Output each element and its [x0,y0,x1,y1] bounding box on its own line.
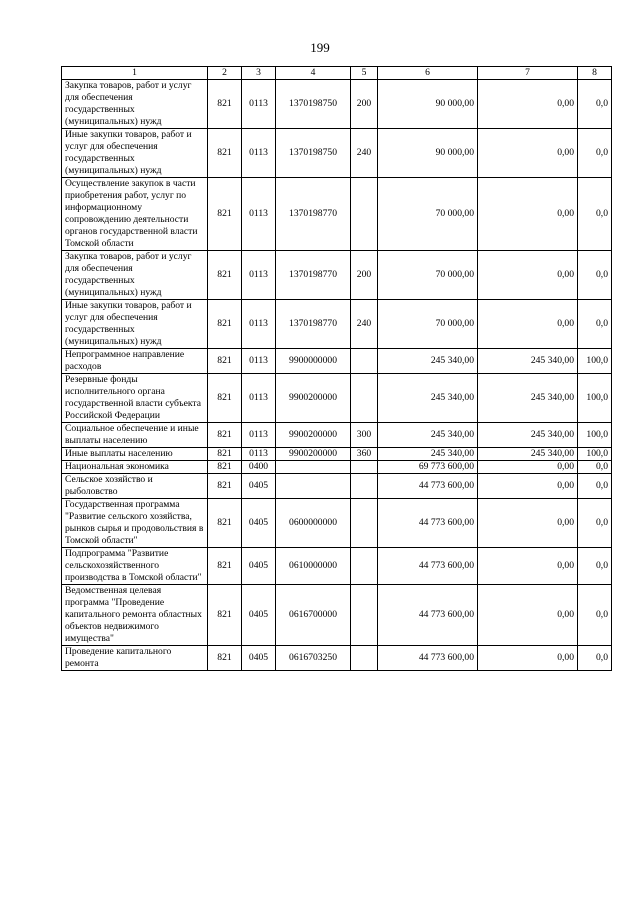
table-row [62,499,612,548]
cell-col-4 [276,474,351,499]
cell-col-6: 44 773 600,00 [378,499,478,548]
cell-col-3: 0405 [242,474,276,499]
cell-col-2: 821 [208,423,242,448]
cell-col-5: 240 [351,300,378,349]
row-name: Осуществление закупок в части приобретения работ, услуг по информационному сопровождению деятельности органов государственной власти Томской области [62,178,208,251]
row-name: Иные выплаты населению [62,448,208,461]
column-header: 1 [62,67,208,80]
cell-col-2: 821 [208,461,242,474]
row-name: Национальная экономика [62,461,208,474]
cell-col-2: 821 [208,129,242,178]
cell-col-7: 0,00 [478,461,578,474]
cell-col-5 [351,178,378,251]
cell-col-3: 0113 [242,178,276,251]
cell-col-4: 1370198770 [276,300,351,349]
cell-col-7: 0,00 [478,585,578,646]
cell-col-4: 1370198770 [276,251,351,300]
cell-col-3: 0113 [242,374,276,423]
cell-col-7: 0,00 [478,499,578,548]
cell-col-3: 0405 [242,646,276,671]
cell-col-8: 100,0 [578,349,612,374]
cell-col-5 [351,374,378,423]
cell-col-2: 821 [208,474,242,499]
table-row [62,423,612,448]
row-name: Иные закупки товаров, работ и услуг для обеспечения государственных (муниципальных) нужд [62,129,208,178]
row-name: Подпрограмма "Развитие сельскохозяйственного производства в Томской области" [62,548,208,585]
cell-col-2: 821 [208,80,242,129]
cell-col-8: 0,0 [578,474,612,499]
cell-col-6: 70 000,00 [378,300,478,349]
cell-col-4: 0616703250 [276,646,351,671]
cell-col-7: 0,00 [478,548,578,585]
cell-col-7: 0,00 [478,80,578,129]
cell-col-4: 0610000000 [276,548,351,585]
budget-table [61,66,612,671]
cell-col-3: 0113 [242,349,276,374]
cell-col-7: 245 340,00 [478,349,578,374]
row-name: Социальное обеспечение и иные выплаты населению [62,423,208,448]
row-name: Сельское хозяйство и рыболовство [62,474,208,499]
cell-col-3: 0113 [242,300,276,349]
table-row [62,646,612,671]
table-row [62,461,612,474]
table-row [62,548,612,585]
cell-col-5 [351,585,378,646]
row-name: Государственная программа "Развитие сельского хозяйства, рынков сырья и продовольствия в Томской области" [62,499,208,548]
column-header: 8 [578,67,612,80]
cell-col-5 [351,548,378,585]
header-row [62,67,612,80]
cell-col-2: 821 [208,300,242,349]
cell-col-3: 0400 [242,461,276,474]
cell-col-2: 821 [208,499,242,548]
table-row [62,474,612,499]
cell-col-8: 100,0 [578,448,612,461]
cell-col-4: 1370198750 [276,80,351,129]
cell-col-7: 0,00 [478,474,578,499]
cell-col-8: 0,0 [578,251,612,300]
cell-col-2: 821 [208,349,242,374]
cell-col-3: 0405 [242,499,276,548]
column-header: 2 [208,67,242,80]
cell-col-3: 0405 [242,548,276,585]
cell-col-6: 245 340,00 [378,374,478,423]
cell-col-8: 100,0 [578,423,612,448]
table-body [62,80,612,671]
cell-col-8: 100,0 [578,374,612,423]
cell-col-3: 0113 [242,448,276,461]
row-name: Проведение капитального ремонта [62,646,208,671]
cell-col-5: 360 [351,448,378,461]
cell-col-3: 0113 [242,129,276,178]
cell-col-6: 44 773 600,00 [378,474,478,499]
cell-col-3: 0405 [242,585,276,646]
cell-col-2: 821 [208,646,242,671]
row-name: Ведомственная целевая программа "Проведение капитального ремонта областных объектов недвижимого имущества" [62,585,208,646]
column-header: 6 [378,67,478,80]
row-name: Закупка товаров, работ и услуг для обеспечения государственных (муниципальных) нужд [62,251,208,300]
table-row [62,129,612,178]
cell-col-8: 0,0 [578,178,612,251]
cell-col-4 [276,461,351,474]
cell-col-4: 9900000000 [276,349,351,374]
cell-col-2: 821 [208,178,242,251]
cell-col-6: 245 340,00 [378,423,478,448]
cell-col-2: 821 [208,585,242,646]
cell-col-4: 1370198770 [276,178,351,251]
cell-col-2: 821 [208,548,242,585]
row-name: Закупка товаров, работ и услуг для обеспечения государственных (муниципальных) нужд [62,80,208,129]
table-row [62,178,612,251]
page-number: 199 [310,40,330,55]
cell-col-5 [351,499,378,548]
cell-col-5: 200 [351,251,378,300]
cell-col-7: 245 340,00 [478,374,578,423]
cell-col-5 [351,461,378,474]
cell-col-6: 70 000,00 [378,251,478,300]
cell-col-6: 90 000,00 [378,129,478,178]
cell-col-5: 300 [351,423,378,448]
cell-col-7: 0,00 [478,646,578,671]
table-row [62,374,612,423]
cell-col-4: 9900200000 [276,374,351,423]
column-header: 4 [276,67,351,80]
table-row [62,585,612,646]
column-header: 3 [242,67,276,80]
cell-col-7: 0,00 [478,129,578,178]
cell-col-4: 0616700000 [276,585,351,646]
cell-col-4: 0600000000 [276,499,351,548]
table-row [62,80,612,129]
cell-col-2: 821 [208,251,242,300]
cell-col-8: 0,0 [578,80,612,129]
cell-col-8: 0,0 [578,300,612,349]
cell-col-6: 44 773 600,00 [378,646,478,671]
cell-col-7: 0,00 [478,251,578,300]
cell-col-7: 245 340,00 [478,448,578,461]
cell-col-8: 0,0 [578,548,612,585]
cell-col-7: 245 340,00 [478,423,578,448]
cell-col-8: 0,0 [578,646,612,671]
cell-col-8: 0,0 [578,461,612,474]
cell-col-8: 0,0 [578,499,612,548]
cell-col-5: 240 [351,129,378,178]
cell-col-8: 0,0 [578,585,612,646]
table-row [62,349,612,374]
cell-col-6: 69 773 600,00 [378,461,478,474]
cell-col-5 [351,474,378,499]
cell-col-4: 9900200000 [276,423,351,448]
table-row [62,251,612,300]
cell-col-6: 245 340,00 [378,448,478,461]
row-name: Резервные фонды исполнительного органа государственной власти субъекта Российской Федерации [62,374,208,423]
cell-col-6: 70 000,00 [378,178,478,251]
column-header: 7 [478,67,578,80]
cell-col-4: 1370198750 [276,129,351,178]
cell-col-7: 0,00 [478,178,578,251]
row-name: Непрограммное направление расходов [62,349,208,374]
table-row [62,300,612,349]
cell-col-7: 0,00 [478,300,578,349]
cell-col-2: 821 [208,448,242,461]
cell-col-5 [351,646,378,671]
cell-col-6: 44 773 600,00 [378,548,478,585]
cell-col-5 [351,349,378,374]
cell-col-6: 245 340,00 [378,349,478,374]
cell-col-2: 821 [208,374,242,423]
cell-col-8: 0,0 [578,129,612,178]
row-name: Иные закупки товаров, работ и услуг для обеспечения государственных (муниципальных) нужд [62,300,208,349]
cell-col-6: 90 000,00 [378,80,478,129]
column-header: 5 [351,67,378,80]
cell-col-3: 0113 [242,423,276,448]
cell-col-6: 44 773 600,00 [378,585,478,646]
table-row [62,448,612,461]
cell-col-5: 200 [351,80,378,129]
cell-col-3: 0113 [242,80,276,129]
cell-col-4: 9900200000 [276,448,351,461]
cell-col-3: 0113 [242,251,276,300]
